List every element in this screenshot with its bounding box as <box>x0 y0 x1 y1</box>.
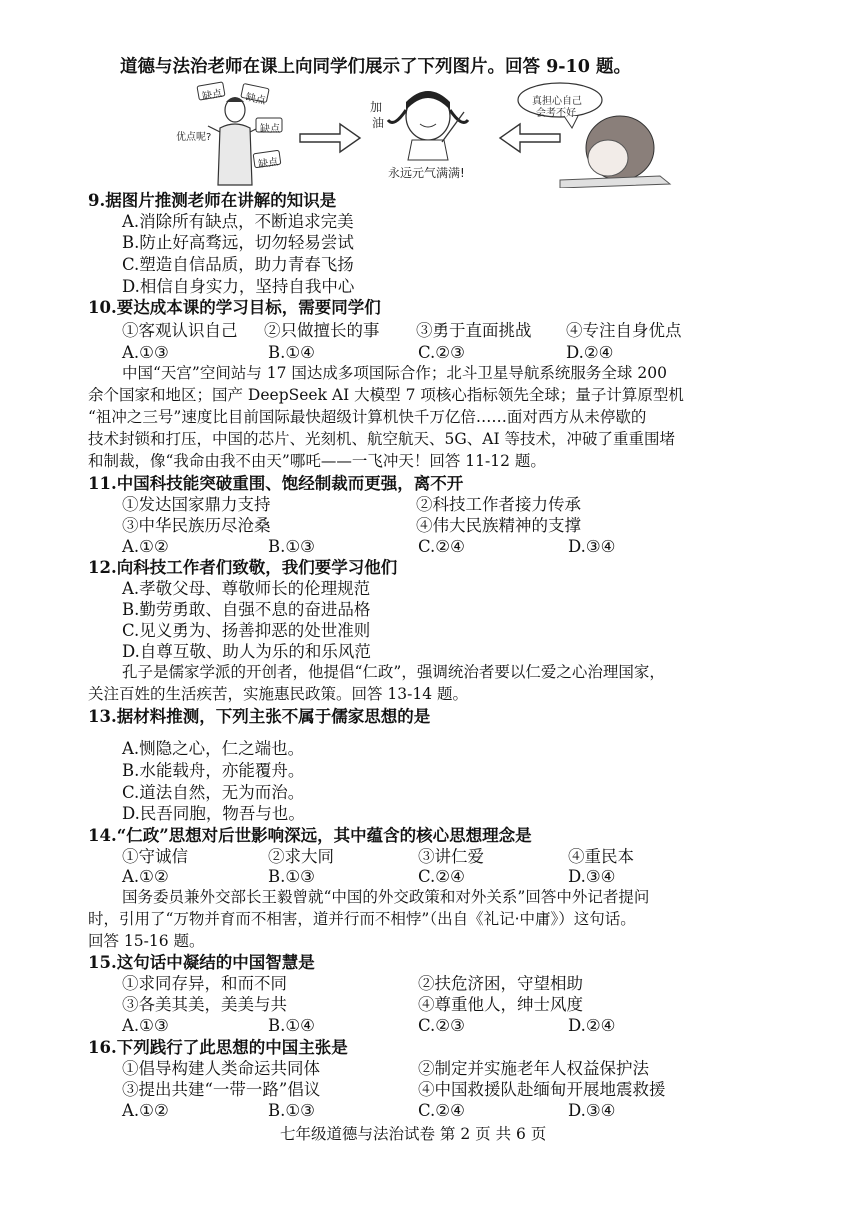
material3-line-2: 关注百姓的生活疾苦，实施惠民政策。回答 13-14 题。 <box>88 685 469 703</box>
q16-choice-d: D.③④ <box>568 1101 616 1120</box>
q10-choice-b: B.①④ <box>268 343 315 362</box>
q9-option-a: A.消除所有缺点，不断追求完美 <box>122 212 354 231</box>
q15-item-1: ①求同存异，和而不同 <box>122 974 287 993</box>
arrow-right-icon <box>300 124 360 152</box>
q14-item-2: ②求大同 <box>268 847 334 866</box>
q14-choice-d: D.③④ <box>568 867 616 886</box>
q11-stem: 11.中国科技能突破重围、饱经制裁而更强，离不开 <box>88 474 464 493</box>
material3-line-1: 孔子是儒家学派的开创者，他提倡“仁政”，强调统治者要以仁爱之心治理国家， <box>122 663 665 681</box>
q10-choice-a: A.①③ <box>122 343 169 362</box>
q10-item-3: ③勇于直面挑战 <box>416 321 532 340</box>
q14-item-1: ①守诚信 <box>122 847 188 866</box>
q12-option-c: C.见义勇为、扬善抑恶的处世准则 <box>122 621 371 640</box>
q15-item-3: ③各美其美，美美与共 <box>122 995 287 1014</box>
material4-line-1: 国务委员兼外交部长王毅曾就“中国的外交政策和对外关系”回答中外记者提问 <box>122 888 650 906</box>
q16-choice-a: A.①② <box>122 1101 169 1120</box>
q11-item-3: ③中华民族历尽沧桑 <box>122 516 271 535</box>
q15-item-2: ②扶危济困，守望相助 <box>418 974 583 993</box>
q15-choice-a: A.①③ <box>122 1016 169 1035</box>
q13-option-d: D.民吾同胞，物吾与也。 <box>122 804 305 823</box>
q14-item-3: ③讲仁爱 <box>418 847 484 866</box>
q12-option-d: D.自尊互敬、助人为乐的和乐风范 <box>122 642 371 661</box>
q13-option-a: A.恻隐之心，仁之端也。 <box>122 739 305 758</box>
cheer-word-2: 油 <box>372 116 385 130</box>
q11-choice-c: C.②④ <box>418 537 465 556</box>
q11-choice-a: A.①② <box>122 537 169 556</box>
q12-option-b: B.勤劳勇敢、自强不息的奋进品格 <box>122 600 371 619</box>
q13-option-b: B.水能载舟，亦能覆舟。 <box>122 761 305 780</box>
q12-stem: 12.向科技工作者们致敬，我们要学习他们 <box>88 558 398 577</box>
q11-item-1: ①发达国家鼎力支持 <box>122 495 271 514</box>
q16-item-4: ④中国救援队赴缅甸开展地震救援 <box>418 1080 666 1099</box>
q15-choice-d: D.②④ <box>568 1016 616 1035</box>
intro-9-10: 道德与法治老师在课上向同学们展示了下列图片。回答 9-10 题。 <box>120 57 631 77</box>
fault-label-1: 缺点 <box>201 88 224 103</box>
q9-option-c: C.塑造自信品质，助力青春飞扬 <box>122 255 354 274</box>
q13-stem: 13.据材料推测，下列主张不属于儒家思想的是 <box>88 707 431 726</box>
q16-choice-c: C.②④ <box>418 1101 465 1120</box>
material4-line-3: 回答 15-16 题。 <box>88 932 205 950</box>
q12-option-a: A.孝敬父母、尊敬师长的伦理规范 <box>122 579 371 598</box>
q14-stem: 14.“仁政”思想对后世影响深远，其中蕴含的核心思想理念是 <box>88 826 532 845</box>
q10-stem: 10.要达成本课的学习目标，需要同学们 <box>88 298 381 317</box>
q11-choice-b: B.①③ <box>268 537 315 556</box>
q10-item-4: ④专注自身优点 <box>566 321 682 340</box>
material2-line-2: 余个国家和地区；国产 DeepSeek AI 大模型 7 项核心指标领先全球；量子计算原型机 <box>88 386 684 404</box>
center-caption: 永远元气满满! <box>388 166 465 180</box>
q10-item-1: ①客观认识自己 <box>122 321 238 340</box>
q16-item-3: ③提出共建“一带一路”倡议 <box>122 1080 321 1099</box>
q15-choice-c: C.②③ <box>418 1016 465 1035</box>
material2-line-1: 中国“天宫”空间站与 17 国达成多项国际合作；北斗卫星导航系统服务全球 200 <box>122 364 667 382</box>
q16-item-1: ①倡导构建人类命运共同体 <box>122 1059 320 1078</box>
worry-bubble-line-2: 会考不好 <box>536 108 576 119</box>
q10-choice-d: D.②④ <box>566 343 614 362</box>
q11-item-4: ④伟大民族精神的支撑 <box>416 516 581 535</box>
q9-stem: 9.据图片推测老师在讲解的知识是 <box>88 191 337 210</box>
man-speech: 优点呢? <box>176 132 212 143</box>
cheer-word-1: 加 <box>370 100 383 114</box>
q15-stem: 15.这句话中凝结的中国智慧是 <box>88 953 315 972</box>
q15-item-4: ④尊重他人，绅士风度 <box>418 995 583 1014</box>
material4-line-2: 时，引用了“万物并育而不相害，道并行而不相悖”（出自《礼记·中庸》）这句话。 <box>88 910 636 928</box>
arrow-left-icon <box>500 124 560 152</box>
q14-choice-a: A.①② <box>122 867 169 886</box>
q9-option-b: B.防止好高骛远，切勿轻易尝试 <box>122 233 354 252</box>
q10-choice-c: C.②③ <box>418 343 465 362</box>
fault-label-2: 缺点 <box>244 91 267 107</box>
q11-choice-d: D.③④ <box>568 537 616 556</box>
q14-choice-c: C.②④ <box>418 867 465 886</box>
material2-line-5: 和制裁，像“我命由我不由天”哪吒——一飞冲天！回答 11-12 题。 <box>88 452 546 470</box>
worry-bubble-line-1: 真担心自己 <box>532 96 582 107</box>
q14-item-4: ④重民本 <box>568 847 634 866</box>
q11-item-2: ②科技工作者接力传承 <box>416 495 581 514</box>
page-footer: 七年级道德与法治试卷 第 2 页 共 6 页 <box>280 1125 547 1143</box>
fault-label-4: 缺点 <box>257 156 279 171</box>
q16-choice-b: B.①③ <box>268 1101 315 1120</box>
q14-choice-b: B.①③ <box>268 867 315 886</box>
fault-label-3: 缺点 <box>260 124 280 135</box>
material2-line-4: 技术封锁和打压，中国的芯片、光刻机、航空航天、5G、AI 等技术，冲破了重重围堵 <box>88 430 675 448</box>
q16-stem: 16.下列践行了此思想的中国主张是 <box>88 1038 348 1057</box>
q15-choice-b: B.①④ <box>268 1016 315 1035</box>
q16-item-2: ②制定并实施老年人权益保护法 <box>418 1059 649 1078</box>
material2-line-3: “祖冲之三号”速度比目前国际最快超级计算机快千万亿倍……面对西方从未停歇的 <box>88 408 647 426</box>
q10-item-2: ②只做擅长的事 <box>264 321 380 340</box>
confident-girl-figure <box>388 91 468 160</box>
q9-option-d: D.相信自身实力，坚持自我中心 <box>122 277 355 296</box>
q13-option-c: C.道法自然，无为而治。 <box>122 783 305 802</box>
